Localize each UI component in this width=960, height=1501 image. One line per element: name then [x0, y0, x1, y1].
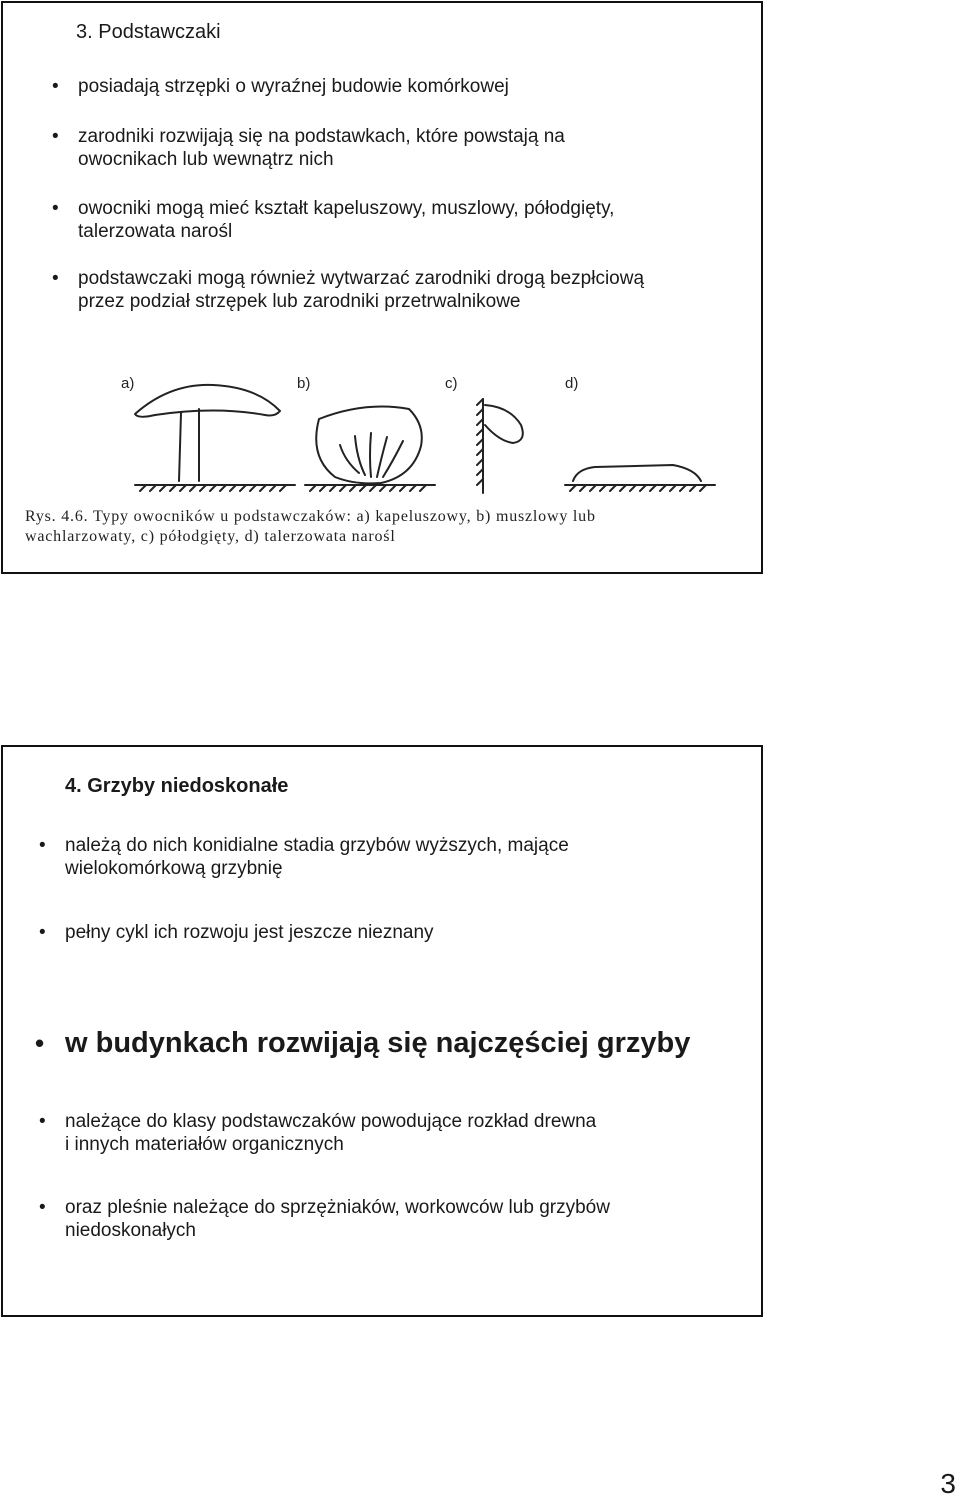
bullet-dot-icon: •	[52, 198, 59, 219]
figure-label-b: b)	[297, 375, 311, 392]
bullet-dot-icon: •	[39, 1197, 46, 1218]
bullet-item: • pełny cykl ich rozwoju jest jeszcze nieznany	[39, 922, 434, 943]
figure-label-c: c)	[445, 375, 458, 392]
bullet-item: • owocniki mogą mieć kształt kapeluszowy, muszlowy, półodgięty, talerzowata narośl	[52, 198, 615, 242]
bullet-item: • podstawczaki mogą również wytwarzać zarodniki drogą bezpłciową przez podział strzępek lub zarodniki przetrwalnikowe	[52, 268, 645, 312]
page-number: 3	[940, 1468, 956, 1499]
slide-title: 4. Grzyby niedoskonałe	[65, 775, 289, 797]
figure-label-a: a)	[121, 375, 135, 392]
bullet-dot-icon: •	[39, 1111, 46, 1132]
mushroom-cap-drawing	[135, 385, 295, 491]
shell-fungus-drawing	[305, 407, 435, 491]
bullet-dot-icon: •	[39, 835, 46, 856]
bullet-item: • oraz pleśnie należące do sprzężniaków, workowców lub grzybów niedoskonałych	[39, 1197, 610, 1241]
slide-podstawczaki	[1, 1, 763, 574]
bullet-dot-icon: •	[52, 76, 59, 97]
bullet-dot-icon: •	[52, 268, 59, 289]
bullet-dot-icon: •	[52, 126, 59, 147]
bullet-item-highlight: • w budynkach rozwijają się najczęściej grzyby	[35, 1027, 691, 1059]
bullet-dot-icon: •	[39, 922, 46, 943]
figure-caption-line1: Rys. 4.6. Typy owocników u podstawczaków: a) kapeluszowy, b) muszlowy lub	[25, 508, 596, 525]
bullet-item: • posiadają strzępki o wyraźnej budowie komórkowej	[52, 76, 509, 97]
bracket-fungus-drawing	[477, 399, 523, 493]
bullet-item: • należące do klasy podstawczaków powodujące rozkład drewna i innych materiałów organicznych	[39, 1111, 597, 1155]
plate-growth-drawing	[565, 465, 715, 491]
figure-label-d: d)	[565, 375, 579, 392]
slide-grzyby-niedoskonale	[1, 745, 763, 1317]
figure-caption-line2: wachlarzowaty, c) półodgięty, d) talerzowata narośl	[25, 528, 396, 545]
bullet-dot-icon: •	[35, 1028, 45, 1058]
fruiting-body-types-figure	[25, 361, 745, 551]
slide-title: 3. Podstawczaki	[76, 21, 221, 43]
bullet-item: • należą do nich konidialne stadia grzybów wyższych, mające wielokomórkową grzybnię	[39, 835, 569, 879]
bullet-item: • zarodniki rozwijają się na podstawkach, które powstają na owocnikach lub wewnątrz nich	[52, 126, 565, 170]
